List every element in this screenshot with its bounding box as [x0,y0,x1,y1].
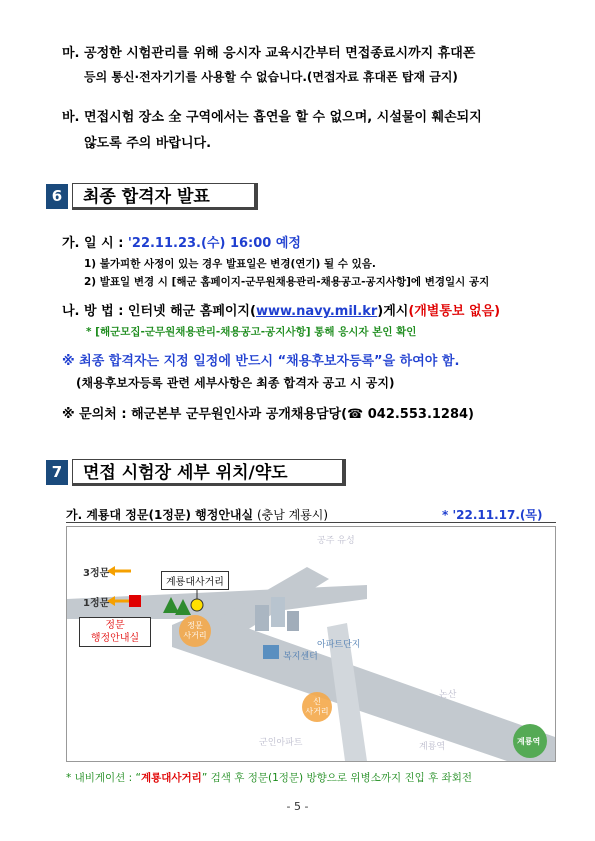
gate3-label: 3정문 [83,568,110,579]
method-row [62,300,500,319]
nav-note-bold: 계룡대사거리 [140,772,202,784]
jeongmun-circle-line1: 정문 [187,621,203,630]
page-number: - 5 - [286,800,309,813]
admin-office-line1: 정문 [105,620,125,631]
method-post: )게시 [377,304,409,319]
admin-office-box [79,617,151,647]
admin-office-line2: 행정안내실 [90,633,140,644]
bottom-left-road-label: 군인아파트 [259,738,303,748]
method-label: 나. 방 법 : 인터넷 해군 홈페이지( [62,304,256,319]
gate3-arrow-icon [107,566,131,576]
nav-note-pre: * 내비게이션 : “ [66,772,141,784]
right-road-label: 논산 [439,690,457,700]
date-row [62,232,301,251]
notice-ma-line1: 마. 공정한 시험관리를 위해 응시자 교육시간부터 면접종료시까지 휴대폰 [62,46,476,61]
navigation-note [66,770,472,785]
section7-number: 7 [46,460,68,485]
date-note-1: 1) 불가피한 사정이 있는 경우 발표일은 변경(연기) 될 수 있음. [84,258,376,270]
date-label: 가. 일 시 : [62,236,124,251]
notice-ba-line1: 바. 면접시험 장소 全 구역에서는 흡연을 할 수 없으며, 시설물이 훼손되지 [62,110,482,125]
location-map [66,526,556,762]
nav-note-post: ” 검색 후 정문(1정문) 방향으로 위병소까지 진입 후 좌회전 [201,772,472,784]
navy-homepage-link[interactable]: www.navy.mil.kr [255,304,378,319]
date-note-2: 2) 발표일 변경 시 [해군 홈페이지-군무원채용관리-채용공고-공지사항]에 변경일시 공지 [84,276,490,288]
map-subtitle-main: 가. 계룡대 정문(1정문) 행정안내실 [66,508,254,522]
section6-number: 6 [46,184,68,209]
crossroad-box: 계룡대사거리 [161,571,229,590]
section7-title: 면접 시험장 세부 위치/약도 [72,459,346,486]
map-date: * '22.11.17.(목) [442,508,543,522]
notice-ma-line2: 등의 통신·전자기기를 사용할 수 없습니다.(면접자료 휴대폰 탑재 금지) [84,70,458,84]
method-note: * [해군모집-군무원채용관리-채용공고-공지사항] 통해 응시자 본인 확인 [86,326,417,338]
sinbeul-circle-line1: 신 [313,697,321,706]
top-road-label: 공주 유성 [317,536,355,546]
gate-marker-icon [129,595,141,607]
method-red-note: (개별통보 없음) [408,304,501,319]
sinbeul-circle-label [301,697,333,717]
welfare-label: 복지센터 [283,652,318,662]
jeongmun-circle-line2: 사거리 [183,631,207,640]
contact-info: ※ 문의처 : 해군본부 군무원인사과 공개채용담당(☎ 042.553.1284) [62,407,475,422]
notice-ba-line2: 않도록 주의 바랍니다. [84,136,212,151]
map-subtitle-sub: (충남 계룡시) [256,508,329,522]
subtitle-divider [66,522,556,523]
map-subtitle [66,506,328,523]
crossroad-marker-icon [191,599,203,611]
apartment-label: 아파트단지 [317,640,361,650]
date-value: '22.11.23.(수) 16:00 예정 [127,236,301,251]
station-label: 계룡역 [517,737,541,746]
registration-warning-note: (채용후보자등록 관련 세부사항은 최종 합격자 공고 시 공지) [76,376,395,390]
jeongmun-circle-label [179,621,211,641]
section6-title: 최종 합격자 발표 [72,183,258,210]
registration-warning: ※ 최종 합격자는 지정 일정에 반드시 “채용후보자등록”을 하여야 함. [62,354,460,369]
gate1-label: 1정문 [83,598,110,609]
bottom-road-label: 계룡역 [419,742,446,752]
sinbeul-circle-line2: 사거리 [305,707,329,716]
